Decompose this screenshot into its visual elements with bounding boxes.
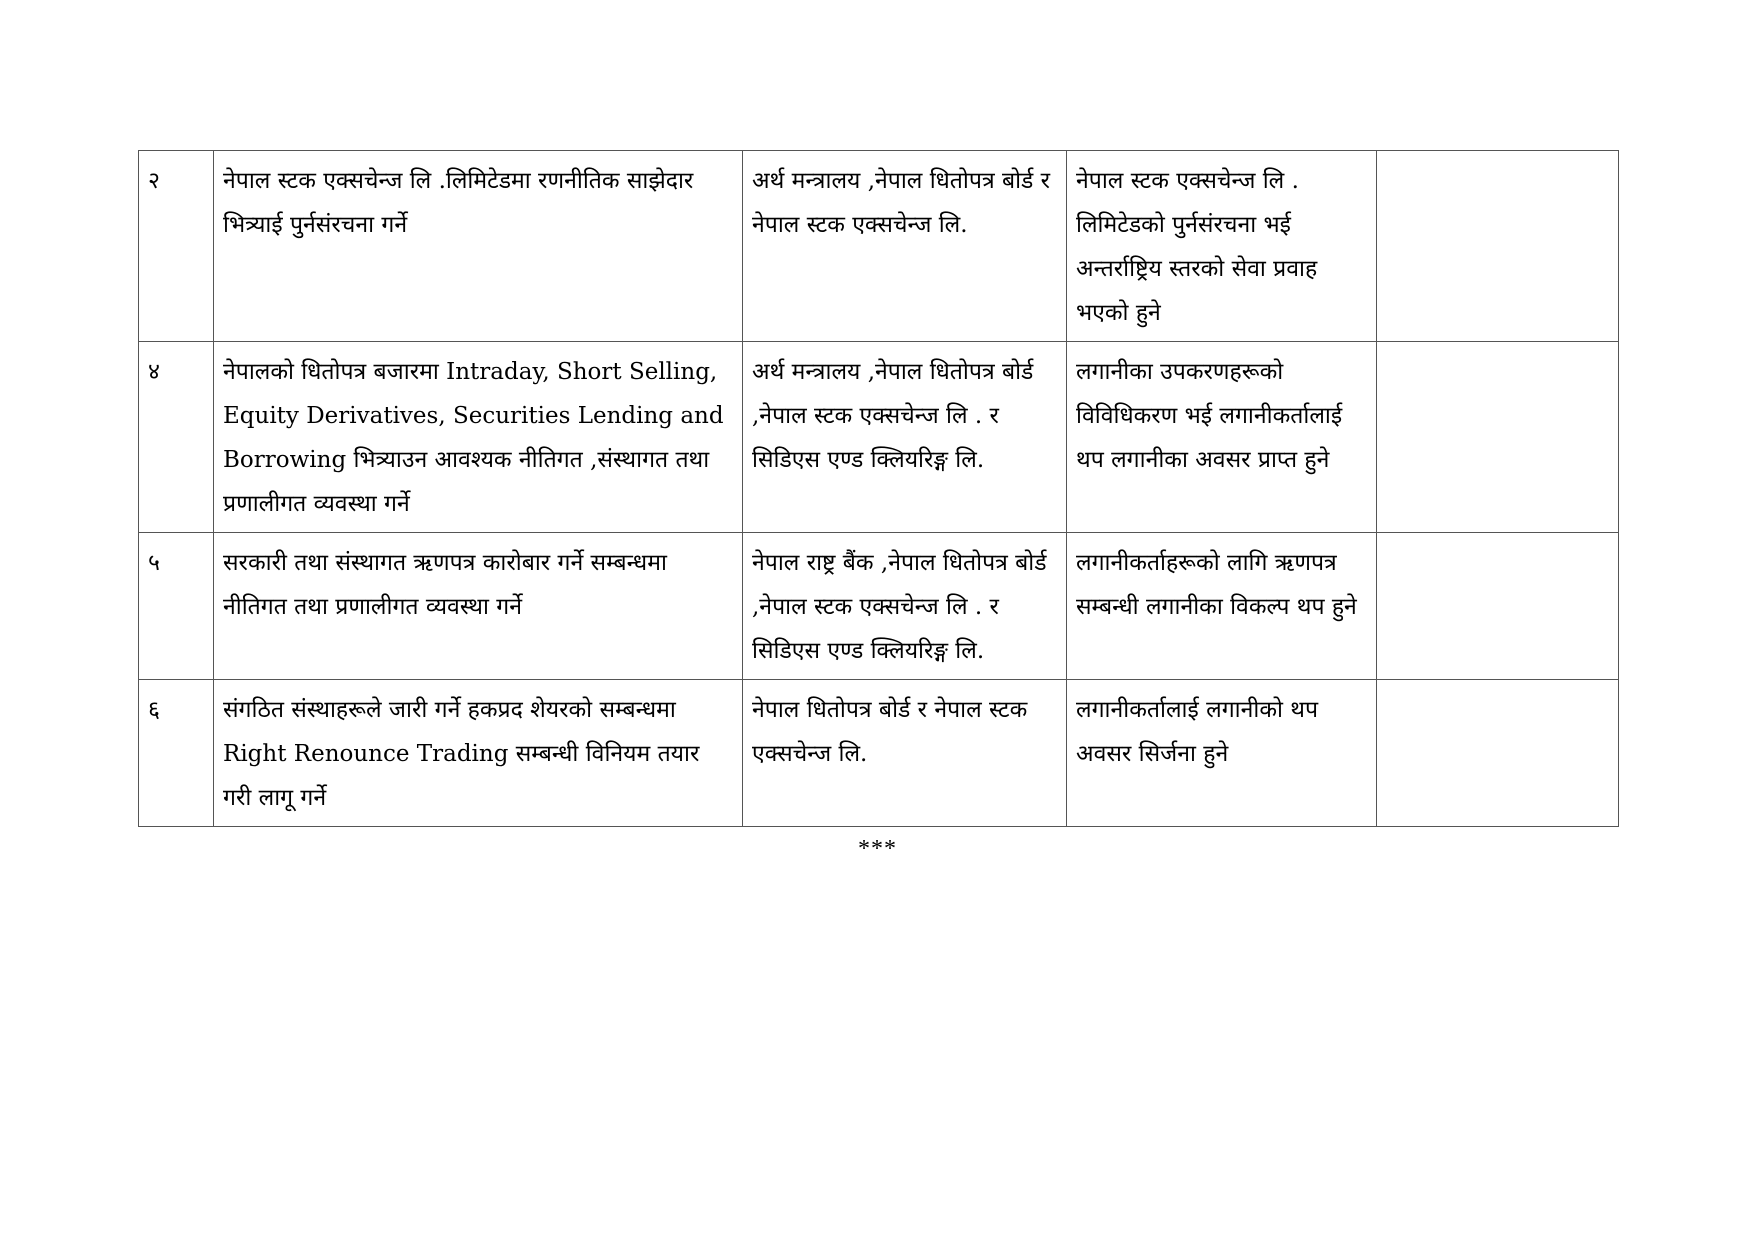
expected-result-cell: लगानीका उपकरणहरूको विविधिकरण भई लगानीकर्तालाई थप लगानीका अवसर प्राप्त हुने: [1067, 342, 1377, 533]
expected-result-cell: नेपाल स्टक एक्सचेन्ज लि . लिमिटेडको पुर्नसंरचना भई अन्तर्राष्ट्रिय स्तरको सेवा प्रवाह भएको हुने: [1067, 151, 1377, 342]
activity-cell: सरकारी तथा संस्थागत ऋणपत्र कारोबार गर्ने सम्बन्धमा नीतिगत तथा प्रणालीगत व्यवस्था गर्ने: [214, 533, 743, 680]
responsible-body-cell: नेपाल धितोपत्र बोर्ड र नेपाल स्टक एक्सचेन्ज लि.: [743, 680, 1067, 827]
table-row: [139, 680, 1619, 827]
table-row: [139, 533, 1619, 680]
serial-number-cell: २: [139, 151, 214, 342]
serial-number-cell: ४: [139, 342, 214, 533]
activity-cell: नेपाल स्टक एक्सचेन्ज लि .लिमिटेडमा रणनीतिक साझेदार भित्र्याई पुर्नसंरचना गर्ने: [214, 151, 743, 342]
activity-cell: संगठित संस्थाहरूले जारी गर्ने हकप्रद शेयरको सम्बन्धमा Right Renounce Trading सम्बन्धी विनियम तयार गरी लागू गर्ने: [214, 680, 743, 827]
table-row: [139, 151, 1619, 342]
table-row: [139, 342, 1619, 533]
responsible-body-cell: नेपाल राष्ट्र बैंक ,नेपाल धितोपत्र बोर्ड ,नेपाल स्टक एक्सचेन्ज लि . र सिडिएस एण्ड क्लियरिङ्ग लि.: [743, 533, 1067, 680]
remark-cell: [1377, 533, 1619, 680]
remark-cell: [1377, 151, 1619, 342]
end-of-document-mark: ***: [858, 836, 897, 862]
remark-cell: [1377, 680, 1619, 827]
serial-number-cell: ५: [139, 533, 214, 680]
responsible-body-cell: अर्थ मन्त्रालय ,नेपाल धितोपत्र बोर्ड ,नेपाल स्टक एक्सचेन्ज लि . र सिडिएस एण्ड क्लियरिङ्ग लि.: [743, 342, 1067, 533]
remark-cell: [1377, 342, 1619, 533]
expected-result-cell: लगानीकर्तालाई लगानीको थप अवसर सिर्जना हुने: [1067, 680, 1377, 827]
activity-table: [138, 150, 1619, 827]
serial-number-cell: ६: [139, 680, 214, 827]
activity-cell: नेपालको धितोपत्र बजारमा Intraday, Short Selling, Equity Derivatives, Securities Lending and Borrowing भित्र्याउन आवश्यक नीतिगत ,संस्थागत तथा प्रणालीगत व्यवस्था गर्ने: [214, 342, 743, 533]
expected-result-cell: लगानीकर्ताहरूको लागि ऋणपत्र सम्बन्धी लगानीका विकल्प थप हुने: [1067, 533, 1377, 680]
responsible-body-cell: अर्थ मन्त्रालय ,नेपाल धितोपत्र बोर्ड र नेपाल स्टक एक्सचेन्ज लि.: [743, 151, 1067, 342]
